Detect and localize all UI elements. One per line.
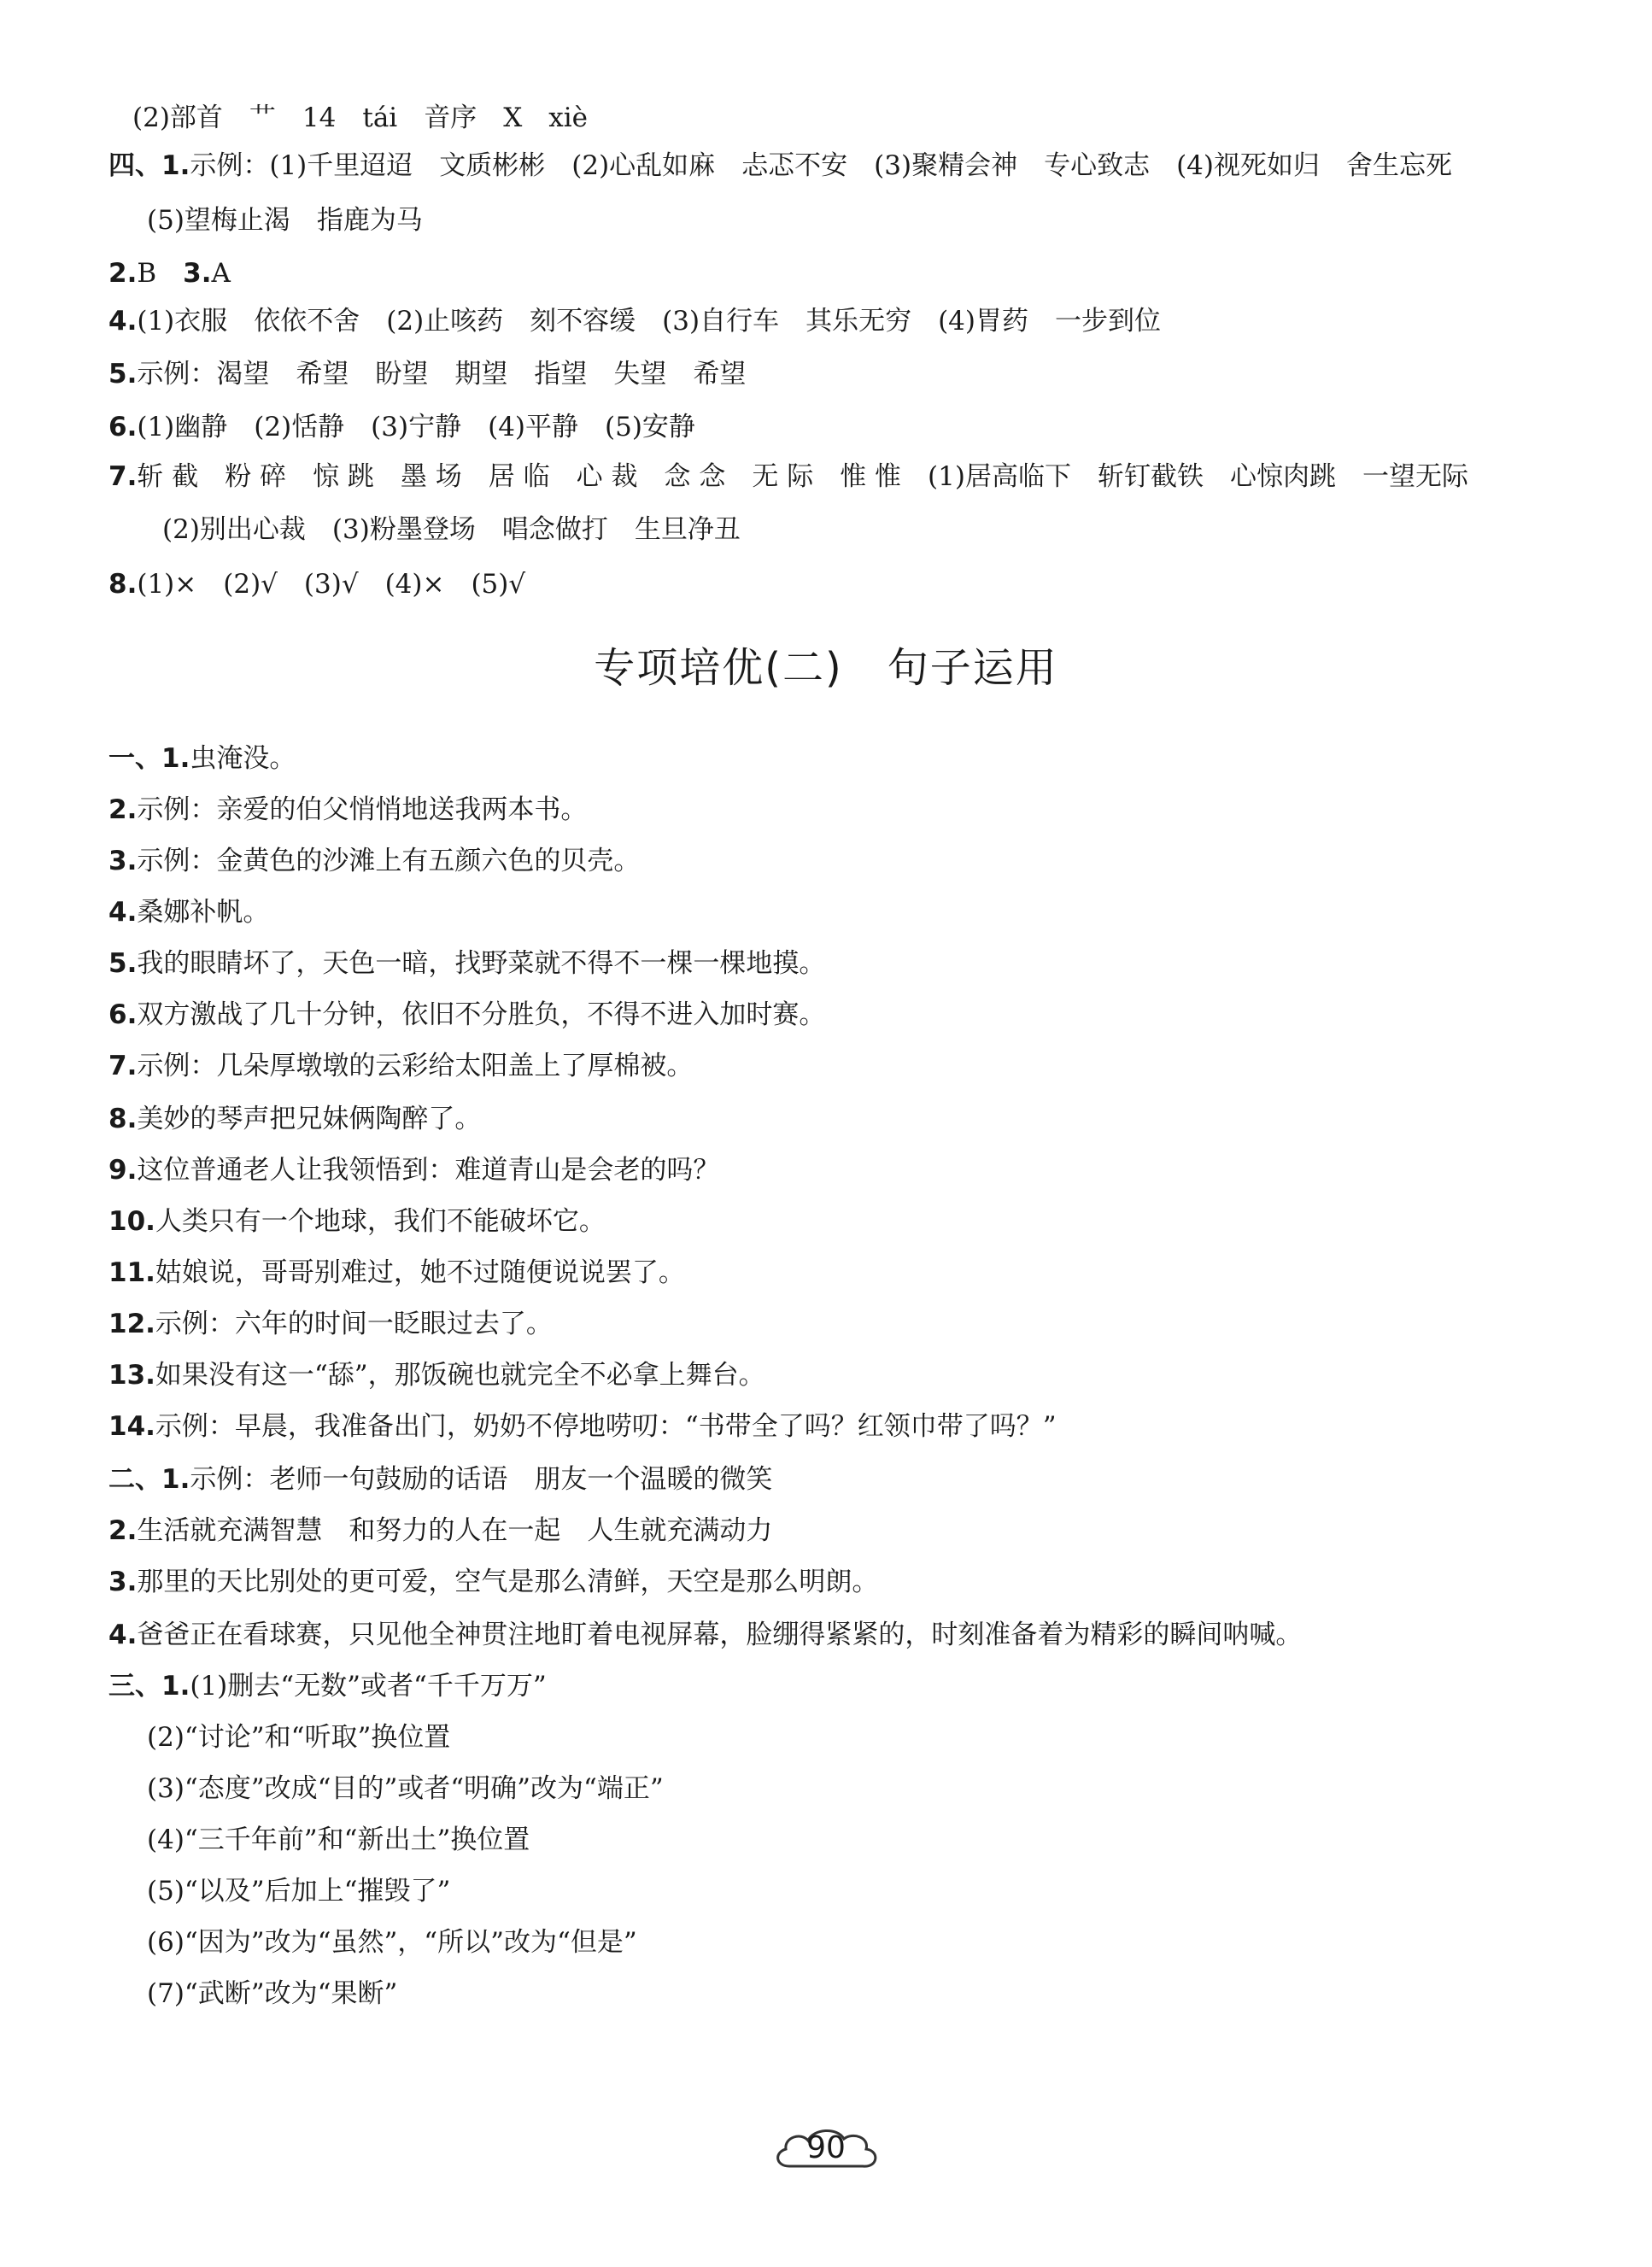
- answer-line: [147, 1772, 1652, 1806]
- answer-text: 生活就充满智慧 和努力的人在一起 人生就充满动力: [137, 1515, 773, 1546]
- answer-line: [108, 895, 1652, 929]
- answer-number: 二、1.: [108, 1464, 190, 1495]
- answer-line: [162, 513, 1652, 547]
- page-number: 90: [806, 2130, 846, 2165]
- answer-line: [108, 256, 1652, 290]
- answer-number: 3.: [108, 846, 138, 876]
- answer-number: 4.: [108, 1620, 138, 1650]
- answer-line: [108, 1618, 1652, 1652]
- answer-number: 3.: [108, 1567, 138, 1597]
- section-title-main: 专项培优(二): [594, 644, 843, 692]
- answer-line: [108, 357, 1652, 391]
- answer-line: [147, 1720, 1652, 1754]
- answer-number: 9.: [108, 1155, 138, 1186]
- answer-number: 8.: [108, 1104, 138, 1134]
- answer-number: 四、1.: [108, 150, 190, 181]
- answer-text: 示例：早晨，我准备出门，奶奶不停地唠叨：“书带全了吗？红领巾带了吗？”: [155, 1411, 1057, 1442]
- answer-text: 斩 截 粉 碎 惊 跳 墨 场 居 临 心 裁 念 念 无 际 惟 惟 (1)居高临下 斩钉截铁 心惊肉跳 一望无际: [137, 461, 1468, 492]
- answer-number: 4.: [108, 897, 138, 928]
- answer-text: 示例：几朵厚墩墩的云彩给太阳盖上了厚棉被。: [137, 1051, 694, 1081]
- answer-text: 示例：老师一句鼓励的话语 朋友一个温暖的微笑: [190, 1464, 773, 1495]
- answer-text: 如果没有这一“舔”，那饭碗也就完全不必拿上舞台。: [155, 1360, 765, 1391]
- answer-text: (4)“三千年前”和“新出土”换位置: [147, 1825, 530, 1855]
- answer-line: [147, 1925, 1652, 1959]
- answer-line: [108, 844, 1652, 878]
- answer-line: [147, 1874, 1652, 1908]
- answer-text: 美妙的琴声把兄妹俩陶醉了。: [137, 1104, 482, 1134]
- answer-number: 4.: [108, 306, 138, 337]
- answer-line: [108, 1307, 1652, 1341]
- answer-text: (5)望梅止渴 指鹿为马: [147, 205, 423, 236]
- answer-line: [108, 1256, 1652, 1290]
- answer-line: [108, 946, 1652, 981]
- answer-line: [108, 567, 1652, 601]
- answer-text: (1)删去“无数”或者“千千万万”: [190, 1671, 547, 1702]
- answer-text: 示例：亲爱的伯父悄悄地送我两本书。: [137, 794, 588, 825]
- answer-number: 7.: [108, 1051, 138, 1081]
- answer-line: [147, 1823, 1652, 1857]
- section-title: [0, 642, 1652, 694]
- answer-text: 爸爸正在看球赛，只见他全神贯注地盯着电视屏幕，脸绷得紧紧的，时刻准备着为精彩的瞬间呐喊。: [137, 1620, 1303, 1650]
- answer-text: A: [211, 258, 231, 289]
- answer-text: 双方激战了几十分钟，依旧不分胜负，不得不进入加时赛。: [137, 999, 826, 1030]
- answer-line: [108, 793, 1652, 827]
- answer-text: (2)别出心裁 (3)粉墨登场 唱念做打 生旦净丑: [162, 514, 741, 545]
- answer-line: [108, 1102, 1652, 1136]
- answer-line: [108, 1669, 1652, 1703]
- answer-number: 一、1.: [108, 743, 190, 774]
- answer-line: [108, 1462, 1652, 1497]
- answer-text: (2)部首 艹 14 tái 音序 X xiè: [132, 103, 589, 133]
- answer-text: 我的眼睛坏了，天色一暗，找野菜就不得不一棵一棵地摸。: [137, 948, 826, 979]
- answer-line: [108, 304, 1652, 338]
- answer-number: 10.: [108, 1206, 155, 1237]
- answer-text: (3)“态度”改成“目的”或者“明确”改为“端正”: [147, 1773, 664, 1804]
- answer-text: (6)“因为”改为“虽然”，“所以”改为“但是”: [147, 1927, 637, 1958]
- answer-number: 7.: [108, 461, 138, 492]
- answer-number: 6.: [108, 412, 138, 442]
- answer-line: [108, 1358, 1652, 1392]
- answer-text: (1)幽静 (2)恬静 (3)宁静 (4)平静 (5)安静: [137, 412, 695, 442]
- answer-text: 示例：金黄色的沙滩上有五颜六色的贝壳。: [137, 846, 641, 876]
- answer-number: 2.: [108, 258, 138, 289]
- answer-line: [108, 460, 1652, 494]
- answer-line: [108, 410, 1652, 444]
- answer-line: [147, 203, 1652, 237]
- answer-line: [147, 1977, 1652, 2011]
- answer-line: [108, 1565, 1652, 1599]
- answer-line: [108, 998, 1652, 1032]
- answer-number: 三、1.: [108, 1671, 190, 1702]
- answer-number: 6.: [108, 999, 138, 1030]
- answer-line: [108, 741, 1652, 776]
- answer-number: 8.: [108, 569, 138, 600]
- answer-number: 13.: [108, 1360, 155, 1391]
- answer-text: 示例：渴望 希望 盼望 期望 指望 失望 希望: [137, 359, 747, 390]
- answer-text: B: [137, 258, 184, 289]
- answer-number: 11.: [108, 1257, 155, 1288]
- answer-number: 5.: [108, 948, 138, 979]
- answer-text: 示例：六年的时间一眨眼过去了。: [155, 1309, 553, 1339]
- answer-text: 虫淹没。: [190, 743, 296, 774]
- answer-text: (1)衣服 依依不舍 (2)止咳药 刻不容缓 (3)自行车 其乐无穷 (4)胃药 一步到位: [137, 306, 1162, 337]
- answer-number: 3.: [183, 258, 212, 289]
- page-number-badge: [770, 2123, 882, 2176]
- answer-line: [108, 1409, 1652, 1444]
- answer-line: [108, 1049, 1652, 1083]
- answer-text: 人类只有一个地球，我们不能破坏它。: [155, 1206, 606, 1237]
- answer-text: 桑娜补帆。: [137, 897, 270, 928]
- section-title-sub: 句子运用: [887, 644, 1058, 692]
- answer-line: [108, 1204, 1652, 1239]
- answer-number: 2.: [108, 794, 138, 825]
- answer-text: 这位普通老人让我领悟到：难道青山是会老的吗？: [137, 1155, 720, 1186]
- answer-text: 示例：(1)千里迢迢 文质彬彬 (2)心乱如麻 忐忑不安 (3)聚精会神 专心致志 (4)视死如归 舍生忘死: [190, 150, 1453, 181]
- answer-number: 12.: [108, 1309, 155, 1339]
- answer-text: (7)“武断”改为“果断”: [147, 1978, 398, 2009]
- answer-text: (5)“以及”后加上“摧毁了”: [147, 1876, 451, 1907]
- answer-number: 14.: [108, 1411, 155, 1442]
- answer-text: 姑娘说，哥哥别难过，她不过随便说说罢了。: [155, 1257, 685, 1288]
- answer-line: [108, 1153, 1652, 1187]
- answer-text: 那里的天比别处的更可爱，空气是那么清鲜，天空是那么明朗。: [137, 1567, 879, 1597]
- answer-number: 2.: [108, 1515, 138, 1546]
- answer-text: (2)“讨论”和“听取”换位置: [147, 1722, 451, 1753]
- answer-number: 5.: [108, 359, 138, 390]
- answer-text: (1)× (2)√ (3)√ (4)× (5)√: [137, 569, 526, 600]
- answer-line: [132, 101, 1652, 135]
- answer-line: [108, 149, 1652, 183]
- answer-line: [108, 1514, 1652, 1548]
